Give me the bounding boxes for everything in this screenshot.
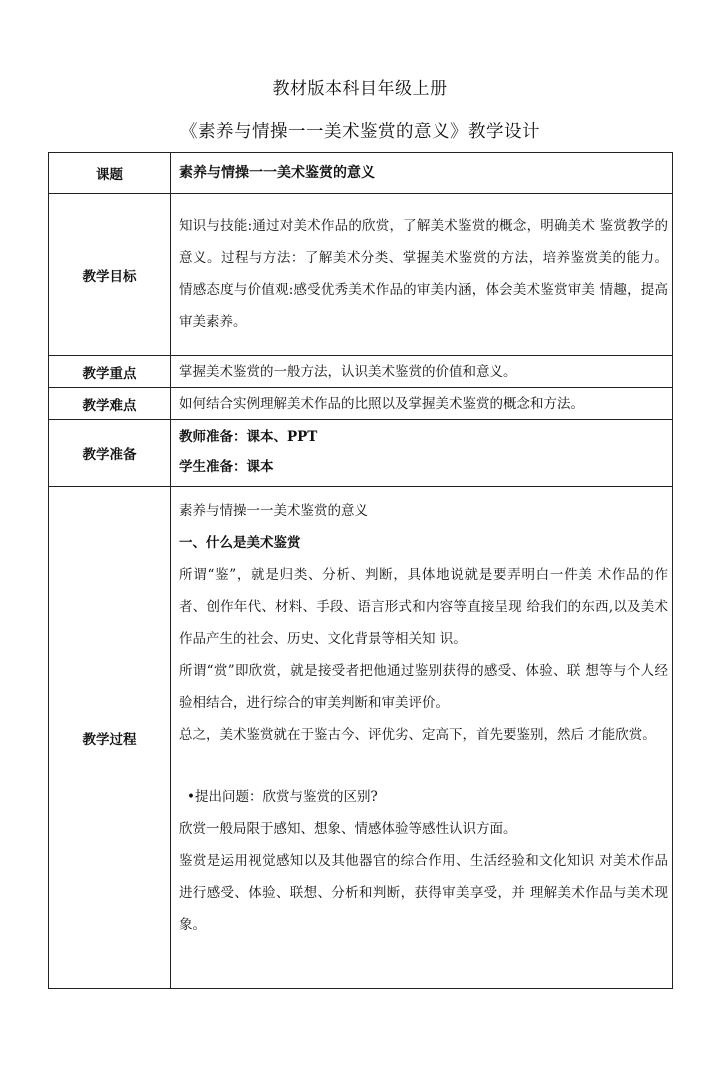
table-row-topic [49, 153, 673, 194]
objectives-text: 知识与技能:通过对美术作品的欣赏，了解美术鉴赏的概念，明确美术 鉴赏教学的意义。过程与方法：了解美术分类、掌握美术鉴赏的方法，培养鉴赏美的能力。 情感态度与价值观:感受优秀美术作品的审美内涵，体会美术鉴赏审美 情趣，提高审美素养。 [171, 194, 673, 356]
document-header: 教材版本科目年级上册 [272, 79, 448, 99]
topic-value: 素养与情操一一美术鉴赏的意义 [171, 153, 673, 194]
key-points-text: 掌握美术鉴赏的一般方法，认识美术鉴赏的价值和意义。 [171, 356, 673, 388]
paragraph-shang: 所谓“赏”即欣赏，就是接受者把他通过鉴别获得的感受、体验、联 想等与个人经验相结合，进行综合的审美判断和审美评价。 [179, 663, 668, 711]
table-row-key-points [49, 356, 673, 388]
process-subtitle: 素养与情操一一美术鉴赏的意义 [179, 503, 368, 519]
row-label-key-points: 教学重点 [49, 356, 171, 388]
row-label-difficulties: 教学难点 [49, 388, 171, 420]
table-row-process [49, 487, 673, 989]
paragraph-appreciation: 欣赏一般局限于感知、想象、情感体验等感性认识方面。 [179, 821, 517, 837]
paragraph-summary: 总之，美术鉴赏就在于鉴古今、评优劣、定高下，首先要鉴别，然后 才能欣赏。 [179, 727, 656, 743]
row-label-objectives: 教学目标 [49, 194, 171, 356]
table-row-difficulties [49, 388, 673, 420]
table-row-objectives [49, 194, 673, 356]
paragraph-connoisseurship: 鉴赏是运用视觉感知以及其他器官的综合作用、生活经验和文化知识 对美术作品进行感受、体验、联想、分析和判断，获得审美享受，并 理解美术作品与美术现象。 [179, 853, 668, 933]
student-preparation: 学生准备：课本 [179, 459, 274, 475]
row-label-process: 教学过程 [49, 487, 171, 989]
preparation-cell [171, 420, 673, 487]
document-title: 《素养与情操一一美术鉴赏的意义》教学设计 [180, 122, 540, 142]
row-label-preparation: 教学准备 [49, 420, 171, 487]
question-bullet: •提出问题：欣赏与鉴赏的区别? [187, 789, 378, 805]
lesson-plan-table [48, 152, 673, 989]
section-heading: 一、什么是美术鉴赏 [179, 535, 301, 551]
process-cell [171, 487, 673, 989]
teacher-preparation: 教师准备：课本、PPT [179, 429, 318, 445]
table-row-preparation [49, 420, 673, 487]
spacer [179, 751, 668, 781]
row-label-topic: 课题 [49, 153, 171, 194]
difficulties-text: 如何结合实例理解美术作品的比照以及掌握美术鉴赏的概念和方法。 [171, 388, 673, 420]
paragraph-jian: 所谓“鉴”，就是归类、分析、判断，具体地说就是要弄明白一件美 术作品的作者、创作年代、材料、手段、语言形式和内容等直接呈现 给我们的东西,以及美术作品产生的社会、历史、文化背景等相关知 识。 [179, 567, 668, 647]
